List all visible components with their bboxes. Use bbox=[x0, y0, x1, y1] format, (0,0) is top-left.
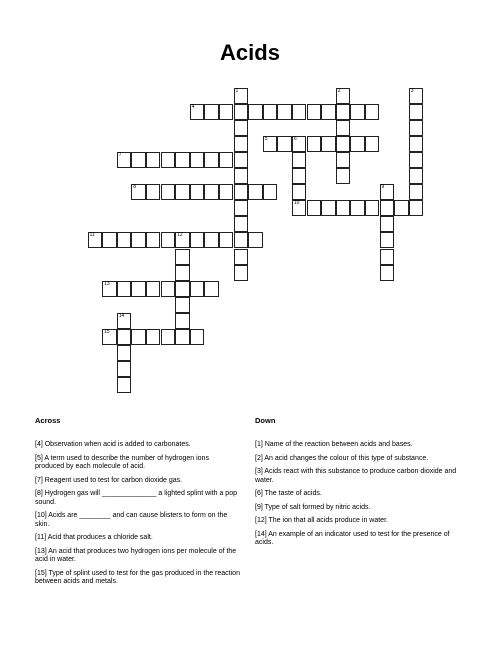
grid-cell bbox=[161, 281, 176, 297]
clue-number: [4] bbox=[35, 441, 43, 448]
grid-cell bbox=[204, 232, 219, 248]
grid-cell bbox=[350, 104, 365, 120]
across-clues bbox=[35, 416, 240, 592]
grid-cell bbox=[336, 88, 351, 104]
cell-number: 10 bbox=[293, 200, 300, 207]
grid-cell bbox=[263, 136, 278, 152]
cell-number: 7 bbox=[118, 151, 122, 158]
grid-cell bbox=[321, 200, 336, 216]
grid-cell bbox=[409, 88, 424, 104]
grid-cell bbox=[175, 152, 190, 168]
grid-cell bbox=[102, 232, 117, 248]
down-heading: Down bbox=[255, 416, 276, 425]
grid-cell bbox=[380, 184, 395, 200]
clue-down-1 bbox=[255, 455, 460, 464]
grid-cell bbox=[146, 232, 161, 248]
grid-cell bbox=[365, 200, 380, 216]
grid-cell bbox=[204, 281, 219, 297]
clue-number: [2] bbox=[255, 454, 263, 462]
grid-cell bbox=[277, 136, 292, 152]
grid-cell bbox=[234, 120, 249, 136]
grid-cell bbox=[336, 152, 351, 168]
cell-number: 14 bbox=[118, 312, 125, 319]
clue-number: [5] bbox=[35, 454, 43, 462]
grid-cell bbox=[234, 232, 249, 248]
clue-across-0 bbox=[35, 441, 240, 450]
grid-cell bbox=[131, 152, 146, 168]
grid-cell bbox=[219, 152, 234, 168]
clue-text: A term used to describe the number of hydrogen ions produced by each molecule of acid. bbox=[35, 454, 209, 470]
clue-across-1 bbox=[35, 455, 240, 472]
grid-cell bbox=[234, 200, 249, 216]
grid-cell bbox=[350, 136, 365, 152]
clue-number: [9] bbox=[255, 503, 263, 511]
grid-cell bbox=[175, 281, 190, 297]
clue-text: Type of splint used to test for the gas produced in the reaction between acids and metals. bbox=[35, 569, 240, 585]
grid-cell bbox=[117, 232, 132, 248]
clue-across-4 bbox=[35, 512, 240, 529]
grid-cell bbox=[146, 281, 161, 297]
clue-number: [13] bbox=[35, 547, 47, 555]
clue-number: [7] bbox=[35, 476, 43, 484]
grid-cell bbox=[292, 104, 307, 120]
grid-cell bbox=[350, 200, 365, 216]
grid-cell bbox=[365, 104, 380, 120]
clue-down-0 bbox=[255, 441, 460, 450]
grid-cell bbox=[234, 265, 249, 281]
cell-number: 11 bbox=[89, 232, 95, 239]
grid-cell bbox=[248, 104, 263, 120]
clue-text: The ion that all acids produce in water. bbox=[266, 517, 388, 524]
grid-cell bbox=[102, 281, 117, 297]
grid-cell bbox=[117, 313, 132, 329]
cell-number: 2 bbox=[337, 87, 341, 94]
cell-number: 13 bbox=[104, 280, 110, 287]
cell-number: 5 bbox=[264, 135, 268, 142]
grid-cell bbox=[146, 152, 161, 168]
grid-cell bbox=[234, 249, 249, 265]
grid-cell bbox=[161, 184, 176, 200]
clue-number: [8] bbox=[35, 490, 43, 497]
grid-cell bbox=[175, 297, 190, 313]
grid-cell bbox=[336, 200, 351, 216]
clue-text: An acid changes the colour of this type of substance. bbox=[262, 454, 429, 462]
grid-cell bbox=[204, 184, 219, 200]
cell-number: 15 bbox=[104, 329, 110, 335]
clue-down-4 bbox=[255, 504, 460, 513]
grid-cell bbox=[204, 104, 219, 120]
clue-text: The taste of acids. bbox=[262, 490, 322, 497]
grid-cell bbox=[380, 216, 395, 232]
clue-across-6 bbox=[35, 548, 240, 565]
clue-down-3 bbox=[255, 490, 460, 499]
clue-down-5 bbox=[255, 517, 460, 526]
cell-number: 4 bbox=[191, 103, 195, 110]
grid-cell bbox=[190, 329, 205, 345]
cell-number: 6 bbox=[293, 135, 297, 142]
grid-cell bbox=[117, 361, 132, 377]
grid-cell bbox=[277, 104, 292, 120]
grid-cell bbox=[146, 329, 161, 345]
grid-cell bbox=[409, 152, 424, 168]
grid-cell bbox=[292, 152, 307, 168]
grid-cell bbox=[380, 265, 395, 281]
grid-cell bbox=[409, 136, 424, 152]
grid-cell bbox=[248, 232, 263, 248]
grid-cell bbox=[117, 152, 132, 168]
clue-text: Reagent used to test for carbon dioxide gas. bbox=[42, 476, 183, 484]
across-heading: Across bbox=[35, 416, 61, 425]
cell-number: 12 bbox=[177, 232, 183, 239]
grid-cell bbox=[131, 184, 146, 200]
grid-cell bbox=[234, 152, 249, 168]
grid-cell bbox=[131, 281, 146, 297]
grid-cell bbox=[409, 120, 424, 136]
grid-cell bbox=[234, 184, 249, 200]
grid-cell bbox=[321, 136, 336, 152]
grid-cell bbox=[234, 136, 249, 152]
grid-cell bbox=[336, 120, 351, 136]
clue-across-3 bbox=[35, 490, 240, 507]
grid-cell bbox=[219, 104, 234, 120]
grid-cell bbox=[248, 184, 263, 200]
grid-cell bbox=[175, 184, 190, 200]
grid-cell bbox=[234, 88, 249, 104]
grid-cell bbox=[117, 329, 132, 345]
grid-cell bbox=[219, 184, 234, 200]
grid-cell bbox=[234, 168, 249, 184]
clue-text: An example of an indicator used to test for the presence of acids. bbox=[255, 530, 450, 546]
grid-cell bbox=[117, 281, 132, 297]
clue-text: Hydrogen gas will ______________ a lighted splint with a pop sound. bbox=[35, 490, 237, 506]
grid-cell bbox=[234, 104, 249, 120]
clue-text: Name of the reaction between acids and bases. bbox=[262, 441, 413, 448]
grid-cell bbox=[175, 329, 190, 345]
clue-across-7 bbox=[35, 570, 240, 587]
grid-cell bbox=[409, 104, 424, 120]
grid-cell bbox=[117, 377, 132, 393]
clue-text: Acids react with this substance to produce carbon dioxide and water. bbox=[255, 468, 457, 484]
grid-cell bbox=[380, 232, 395, 248]
clue-number: [11] bbox=[35, 534, 47, 541]
grid-cell bbox=[190, 184, 205, 200]
grid-cell bbox=[307, 104, 322, 120]
clue-text: Type of salt formed by nitric acids. bbox=[262, 503, 371, 511]
grid-cell bbox=[175, 313, 190, 329]
grid-cell bbox=[161, 329, 176, 345]
clue-number: [6] bbox=[255, 490, 263, 497]
grid-cell bbox=[409, 168, 424, 184]
grid-cell bbox=[175, 232, 190, 248]
clue-text: Acids are ________ and can cause blisters to form on the skin. bbox=[35, 512, 228, 528]
clue-text: Observation when acid is added to carbonates. bbox=[42, 441, 191, 448]
clue-text: An acid that produces two hydrogen ions per molecule of the acid in water. bbox=[35, 547, 237, 563]
down-clues bbox=[255, 416, 460, 553]
grid-cell bbox=[292, 168, 307, 184]
grid-cell bbox=[204, 152, 219, 168]
grid-cell bbox=[131, 232, 146, 248]
clue-text: Acid that produces a chloride salt. bbox=[46, 534, 153, 541]
grid-cell bbox=[102, 329, 117, 345]
grid-cell bbox=[234, 216, 249, 232]
grid-cell bbox=[117, 345, 132, 361]
grid-cell bbox=[190, 152, 205, 168]
grid-cell bbox=[409, 200, 424, 216]
grid-cell bbox=[321, 104, 336, 120]
grid-cell bbox=[336, 104, 351, 120]
clue-number: [1] bbox=[255, 441, 263, 448]
grid-cell bbox=[263, 104, 278, 120]
grid-cell bbox=[161, 232, 176, 248]
grid-cell bbox=[175, 249, 190, 265]
grid-cell bbox=[409, 184, 424, 200]
clue-down-2 bbox=[255, 468, 460, 485]
page-title: Acids bbox=[220, 40, 280, 65]
grid-cell bbox=[175, 265, 190, 281]
grid-cell bbox=[190, 232, 205, 248]
grid-cell bbox=[190, 104, 205, 120]
cell-number: 1 bbox=[235, 87, 239, 94]
grid-cell bbox=[219, 232, 234, 248]
clue-across-5 bbox=[35, 534, 240, 543]
grid-cell bbox=[307, 200, 322, 216]
clue-across-2 bbox=[35, 477, 240, 486]
grid-cell bbox=[146, 184, 161, 200]
grid-cell bbox=[380, 249, 395, 265]
grid-cell bbox=[380, 200, 395, 216]
cell-number: 9 bbox=[381, 184, 385, 191]
clue-down-6 bbox=[255, 531, 460, 548]
grid-cell bbox=[394, 200, 409, 216]
grid-cell bbox=[263, 184, 278, 200]
cell-number: 3 bbox=[410, 87, 414, 94]
grid-cell bbox=[365, 136, 380, 152]
grid-cell bbox=[161, 152, 176, 168]
clue-number: [12] bbox=[255, 517, 267, 524]
grid-cell bbox=[88, 232, 103, 248]
grid-cell bbox=[336, 136, 351, 152]
clue-number: [15] bbox=[35, 569, 47, 577]
grid-cell bbox=[190, 281, 205, 297]
clue-number: [10] bbox=[35, 512, 47, 519]
grid-cell bbox=[292, 136, 307, 152]
grid-cell bbox=[292, 200, 307, 216]
grid-cell bbox=[131, 329, 146, 345]
clue-number: [14] bbox=[255, 530, 267, 538]
clue-number: [3] bbox=[255, 468, 263, 475]
grid-cell bbox=[336, 168, 351, 184]
grid-cell bbox=[307, 136, 322, 152]
grid-cell bbox=[292, 184, 307, 200]
cell-number: 8 bbox=[133, 184, 137, 191]
